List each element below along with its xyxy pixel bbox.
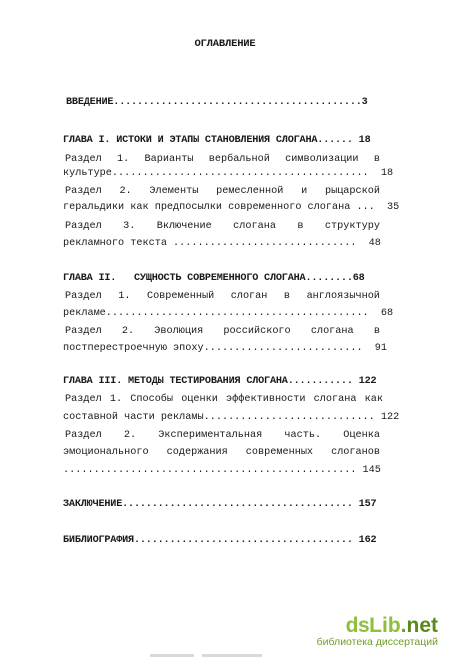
word: Элементы: [149, 186, 199, 197]
word: слоганов: [331, 447, 380, 458]
word: российского: [223, 326, 291, 337]
word: 2.: [119, 186, 132, 197]
word: слоган: [230, 291, 268, 302]
word: 1.: [118, 291, 131, 302]
chapter-3-heading: ГЛАВА III. МЕТОДЫ ТЕСТИРОВАНИЯ СЛОГАНА........... 122: [63, 376, 377, 387]
word: Раздел: [65, 221, 102, 232]
word: Раздел: [65, 394, 102, 405]
word: и: [301, 186, 308, 197]
word: слогана: [233, 221, 276, 232]
word: Раздел: [65, 154, 102, 165]
word: 2.: [121, 326, 135, 337]
logo-part: .: [400, 614, 407, 637]
toc-entry-conclusion: ЗАКЛЮЧЕНИЕ....................................... 157: [63, 499, 377, 510]
word: в: [283, 291, 291, 302]
logo-part: net: [406, 614, 438, 637]
word: Раздел: [65, 326, 102, 337]
chapter-3-section-2-line-1: [65, 430, 380, 442]
chapter-2-section-2-line-1: [65, 326, 380, 338]
chapter-1-section-1-line-1: [65, 154, 380, 166]
chapter-2-heading: ГЛАВА II. СУЩНОСТЬ СОВРЕМЕННОГО СЛОГАНА........68: [63, 273, 365, 284]
chapter-2-section-1-line-1: [65, 291, 380, 303]
word: в: [373, 154, 380, 165]
word: Эволюция: [154, 326, 204, 337]
scan-artifact: [150, 654, 194, 657]
chapter-3-section-1-line-1: [65, 394, 383, 406]
word: Включение: [156, 221, 212, 232]
word: слогана: [310, 326, 354, 337]
word: в: [297, 221, 304, 232]
chapter-2-section-2-line-2: постперестроечную эпоху.......................... 91: [63, 343, 388, 354]
chapter-1-section-2-line-2: геральдики как предпосылки современного слогана ... 35: [63, 202, 400, 213]
toc-entry-bibliography: БИБЛИОГРАФИЯ..................................... 162: [63, 535, 377, 546]
word: 2.: [123, 430, 137, 441]
word: Способы: [130, 394, 174, 405]
dslib-logo: [317, 614, 438, 638]
chapter-3-section-1-line-2: составной части рекламы............................ 122: [63, 412, 400, 423]
word: как: [364, 394, 383, 405]
word: слогана: [313, 394, 357, 405]
watermark-subtitle: библиотека диссертаций: [316, 636, 438, 648]
word: ремесленной: [216, 186, 284, 197]
chapter-1-heading: ГЛАВА I. ИСТОКИ И ЭТАПЫ СТАНОВЛЕНИЯ СЛОГАНА...... 18: [63, 135, 371, 146]
chapter-3-section-2-line-3: ................................................ 145: [63, 465, 381, 476]
word: 1.: [109, 394, 123, 405]
word: Раздел: [65, 430, 102, 441]
word: содержания: [166, 447, 228, 458]
word: Раздел: [65, 291, 102, 302]
word: Современный: [146, 291, 215, 302]
word: символизации: [285, 154, 359, 165]
word: в: [373, 326, 380, 337]
logo-part: Lib: [369, 614, 401, 637]
chapter-1-section-1-line-2: культуре.......................................... 18: [63, 168, 394, 179]
word: англоязычной: [306, 291, 380, 302]
chapter-1-section-3-line-1: [65, 221, 380, 233]
chapter-3-section-2-line-2: [63, 447, 380, 459]
word: часть.: [284, 430, 322, 441]
word: 1.: [116, 154, 130, 165]
word: современных: [245, 447, 314, 458]
word: эмоционального: [63, 447, 149, 458]
word: рыцарской: [324, 186, 380, 197]
toc-entry-introduction: ВВЕДЕНИЕ..........................................3: [66, 97, 368, 108]
word: Варианты: [144, 154, 194, 165]
word: Раздел: [65, 186, 102, 197]
scan-artifact: [202, 654, 262, 657]
word: структуру: [324, 221, 380, 232]
dslib-watermark: [317, 614, 438, 648]
word: вербальной: [208, 154, 270, 165]
logo-part: ds: [345, 614, 370, 637]
word: Экспериментальная: [158, 430, 263, 441]
word: эффективности: [226, 394, 306, 405]
chapter-2-section-1-line-2: рекламе........................................... 68: [63, 308, 394, 319]
chapter-1-section-2-line-1: [65, 186, 380, 198]
word: Оценка: [343, 430, 380, 441]
chapter-1-section-3-line-2: рекламного текста .............................. 48: [63, 238, 381, 249]
word: оценки: [181, 394, 218, 405]
toc-title: ОГЛАВЛЕНИЕ: [194, 38, 256, 50]
word: 3.: [123, 221, 136, 232]
